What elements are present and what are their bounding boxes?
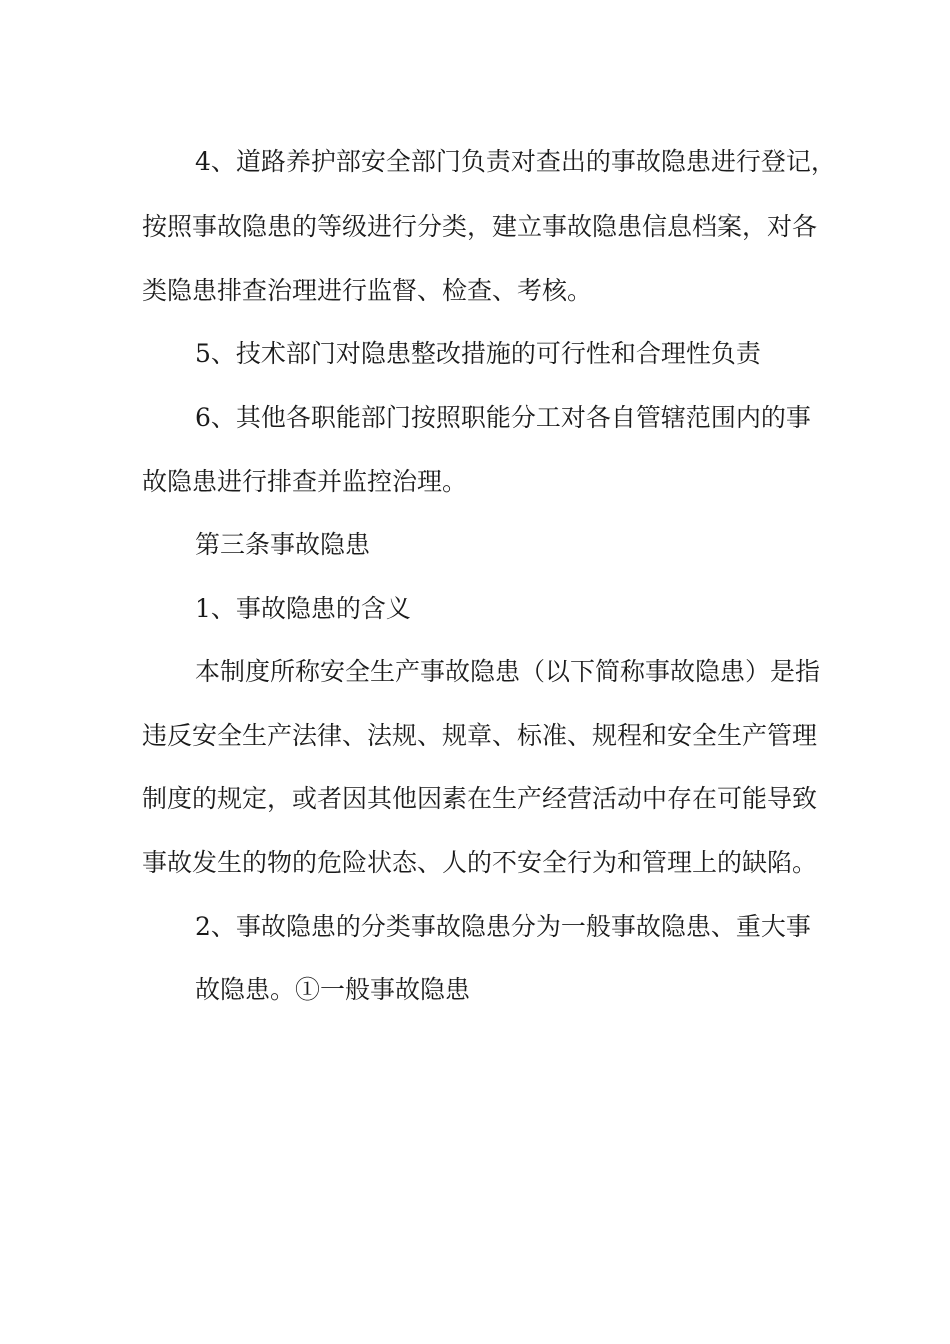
definition-line-1: 本制度所称安全生产事故隐患（以下简称事故隐患）是指 (195, 657, 821, 686)
definition-line-2: 违反安全生产法律、法规、规章、标准、规程和安全生产管理 (142, 721, 818, 750)
paragraph-4-line-2: 按照事故隐患的等级进行分类，建立事故隐患信息档案，对各 (142, 212, 818, 241)
paragraph-6-line-1: 6、其他各职能部门按照职能分工对各自管辖范围内的事 (195, 403, 811, 432)
classification-line-2: 故隐患。①一般事故隐患 (195, 975, 471, 1004)
paragraph-4-line-3: 类隐患排查治理进行监督、检查、考核。 (142, 276, 593, 305)
paragraph-5-line-1: 5、技术部门对隐患整改措施的可行性和合理性负责 (195, 339, 761, 368)
definition-line-4: 事故发生的物的危险状态、人的不安全行为和管理上的缺陷。 (142, 848, 818, 877)
paragraph-4-line-1: 4、道路养护部安全部门负责对查出的事故隐患进行登记， (195, 147, 836, 176)
section-heading: 第三条事故隐患 (195, 530, 371, 559)
paragraph-6-line-2: 故隐患进行排查并监控治理。 (142, 467, 468, 496)
classification-line-1: 2、事故隐患的分类事故隐患分为一般事故隐患、重大事 (195, 912, 811, 941)
definition-line-3: 制度的规定，或者因其他因素在生产经营活动中存在可能导致 (142, 784, 818, 813)
subsection-heading-1: 1、事故隐患的含义 (195, 594, 411, 623)
